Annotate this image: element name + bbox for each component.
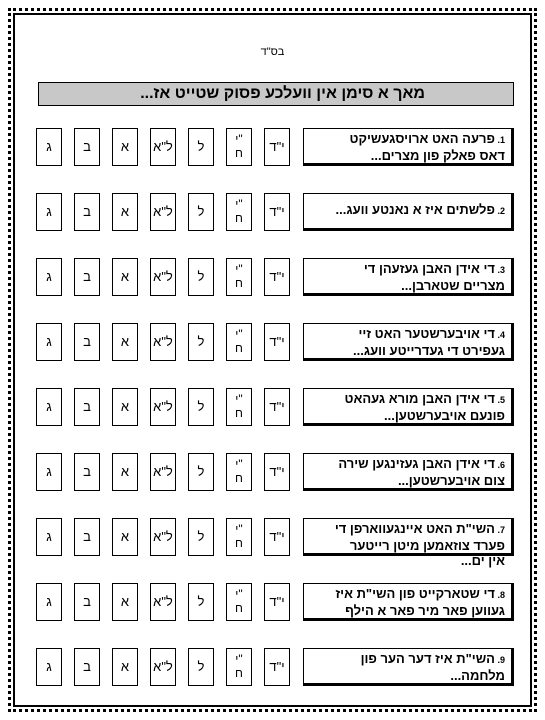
- question-number: 3.: [494, 265, 505, 275]
- answer-box-lamed-aleph[interactable]: ל"א: [150, 518, 176, 556]
- question-line: [308, 521, 505, 538]
- answer-box-yud-ches[interactable]: י" ח: [226, 518, 252, 556]
- answer-box-yud-ches[interactable]: י" ח: [226, 388, 252, 426]
- answer-box-lamed[interactable]: ל: [188, 583, 214, 621]
- question-text: די אידן האבן געזינגען שירה: [338, 456, 495, 471]
- answer-box-beis[interactable]: ב: [74, 258, 100, 296]
- answer-box-lamed[interactable]: ל: [188, 453, 214, 491]
- question-number: 5.: [494, 395, 505, 405]
- question-line: [308, 131, 505, 148]
- answer-box-beis[interactable]: ב: [74, 128, 100, 166]
- question-text-box: [303, 453, 514, 491]
- answer-box-gimmel[interactable]: ג: [36, 453, 62, 491]
- question-text-box: [303, 583, 514, 621]
- answer-box-lamed-aleph[interactable]: ל"א: [150, 258, 176, 296]
- answer-box-lamed[interactable]: ל: [188, 648, 214, 686]
- answer-box-beis[interactable]: ב: [74, 453, 100, 491]
- question-line: געווען פאר מיר פאר א הילף: [345, 603, 505, 618]
- answer-box-beis[interactable]: ב: [74, 583, 100, 621]
- question-number: 2.: [494, 206, 505, 216]
- question-line: פונעם אויבערשטען...: [384, 408, 505, 423]
- answer-box-aleph[interactable]: א: [112, 323, 138, 361]
- answer-box-beis[interactable]: ב: [74, 193, 100, 231]
- question-row: [0, 648, 545, 686]
- answer-box-beis[interactable]: ב: [74, 388, 100, 426]
- answer-box-lamed-aleph[interactable]: ל"א: [150, 128, 176, 166]
- question-number: 7.: [494, 525, 505, 535]
- question-number: 9.: [494, 655, 505, 665]
- answer-box-gimmel[interactable]: ג: [36, 323, 62, 361]
- answer-box-aleph[interactable]: א: [112, 648, 138, 686]
- header-mark: בס"ד: [260, 46, 285, 58]
- question-line: מצריים שטארבן...: [401, 278, 505, 293]
- question-line: דאס פאלק פון מצרים...: [370, 148, 505, 163]
- answer-box-yud-ches[interactable]: י" ח: [226, 648, 252, 686]
- question-text: פרעה האט ארויסגעשיקט: [349, 131, 495, 146]
- answer-box-aleph[interactable]: א: [112, 453, 138, 491]
- question-line: [308, 326, 505, 343]
- answer-box-gimmel[interactable]: ג: [36, 648, 62, 686]
- question-text: השי"ת האט איינגעווארפן די: [334, 521, 495, 536]
- answer-box-yud-daled[interactable]: י"ד: [264, 388, 290, 426]
- question-text-box: [303, 193, 514, 231]
- answer-box-lamed[interactable]: ל: [188, 518, 214, 556]
- answer-box-beis[interactable]: ב: [74, 518, 100, 556]
- answer-box-aleph[interactable]: א: [112, 388, 138, 426]
- question-line: [308, 391, 505, 408]
- question-text: די אויבערשטער האט זיי: [358, 326, 495, 341]
- question-number: 4.: [494, 330, 505, 340]
- question-line: [308, 456, 505, 473]
- question-row: [0, 193, 545, 231]
- answer-box-lamed[interactable]: ל: [188, 258, 214, 296]
- answer-box-aleph[interactable]: א: [112, 258, 138, 296]
- question-line: פערד צוזאמען מיטן רייטער: [349, 538, 505, 553]
- answer-box-yud-ches[interactable]: י" ח: [226, 128, 252, 166]
- answer-box-yud-ches[interactable]: י" ח: [226, 583, 252, 621]
- answer-box-lamed[interactable]: ל: [188, 128, 214, 166]
- question-line: [308, 194, 505, 227]
- answer-box-lamed-aleph[interactable]: ל"א: [150, 648, 176, 686]
- answer-box-yud-daled[interactable]: י"ד: [264, 583, 290, 621]
- answer-box-lamed-aleph[interactable]: ל"א: [150, 583, 176, 621]
- question-text-box: [303, 128, 514, 166]
- answer-box-yud-daled[interactable]: י"ד: [264, 193, 290, 231]
- question-row: [0, 583, 545, 621]
- question-row: [0, 453, 545, 491]
- question-text-box: [303, 388, 514, 426]
- answer-box-aleph[interactable]: א: [112, 583, 138, 621]
- answer-box-yud-ches[interactable]: י" ח: [226, 258, 252, 296]
- answer-box-gimmel[interactable]: ג: [36, 128, 62, 166]
- answer-box-gimmel[interactable]: ג: [36, 518, 62, 556]
- question-line: [308, 586, 505, 603]
- question-text: די שטארקייט פון השי"ת איז: [335, 586, 495, 601]
- question-line: אין ים...: [460, 553, 505, 568]
- question-number: 1.: [494, 135, 505, 145]
- answer-box-lamed-aleph[interactable]: ל"א: [150, 453, 176, 491]
- question-text-box: [303, 323, 514, 361]
- answer-box-beis[interactable]: ב: [74, 323, 100, 361]
- answer-box-gimmel[interactable]: ג: [36, 388, 62, 426]
- answer-box-aleph[interactable]: א: [112, 193, 138, 231]
- question-text: די אידן האבן מורא געהאט: [344, 391, 495, 406]
- question-text: פלשתים איז א נאנטע וועג...: [335, 202, 495, 217]
- answer-box-yud-ches[interactable]: י" ח: [226, 193, 252, 231]
- answer-box-aleph[interactable]: א: [112, 128, 138, 166]
- question-text-box: [303, 648, 514, 686]
- answer-box-yud-ches[interactable]: י" ח: [226, 453, 252, 491]
- answer-box-aleph[interactable]: א: [112, 518, 138, 556]
- answer-box-lamed-aleph[interactable]: ל"א: [150, 193, 176, 231]
- answer-box-lamed[interactable]: ל: [188, 323, 214, 361]
- question-number: 8.: [494, 590, 505, 600]
- answer-box-yud-daled[interactable]: י"ד: [264, 128, 290, 166]
- question-row: [0, 518, 545, 568]
- answer-box-yud-daled[interactable]: י"ד: [264, 453, 290, 491]
- answer-box-yud-daled[interactable]: י"ד: [264, 258, 290, 296]
- answer-box-gimmel[interactable]: ג: [36, 193, 62, 231]
- question-text: השי"ת איז דער הער פון: [360, 651, 495, 666]
- worksheet-title: מאך א סימן אין וועלכע פסוק שטייט אז...: [38, 82, 514, 106]
- question-line: צום אויבערשטען...: [397, 473, 505, 488]
- question-text-box: [303, 258, 514, 296]
- answer-box-yud-ches[interactable]: י" ח: [226, 323, 252, 361]
- answer-box-yud-daled[interactable]: י"ד: [264, 518, 290, 556]
- question-row: [0, 128, 545, 166]
- answer-box-yud-daled[interactable]: י"ד: [264, 648, 290, 686]
- answer-box-lamed-aleph[interactable]: ל"א: [150, 388, 176, 426]
- answer-box-yud-daled[interactable]: י"ד: [264, 323, 290, 361]
- answer-box-gimmel[interactable]: ג: [36, 583, 62, 621]
- question-row: [0, 258, 545, 296]
- question-text: די אידן האבן געזעהן די: [363, 261, 495, 276]
- answer-box-lamed[interactable]: ל: [188, 388, 214, 426]
- answer-box-gimmel[interactable]: ג: [36, 258, 62, 296]
- question-row: [0, 323, 545, 361]
- answer-box-lamed-aleph[interactable]: ל"א: [150, 323, 176, 361]
- answer-box-lamed[interactable]: ל: [188, 193, 214, 231]
- question-row: [0, 388, 545, 426]
- answer-box-beis[interactable]: ב: [74, 648, 100, 686]
- question-number: 6.: [494, 460, 505, 470]
- question-line: [308, 261, 505, 278]
- question-text-box: [303, 518, 514, 568]
- question-line: מלחמה...: [450, 668, 505, 683]
- question-line: געפירט די געדרייטע וועג...: [353, 343, 505, 358]
- question-line: [308, 651, 505, 668]
